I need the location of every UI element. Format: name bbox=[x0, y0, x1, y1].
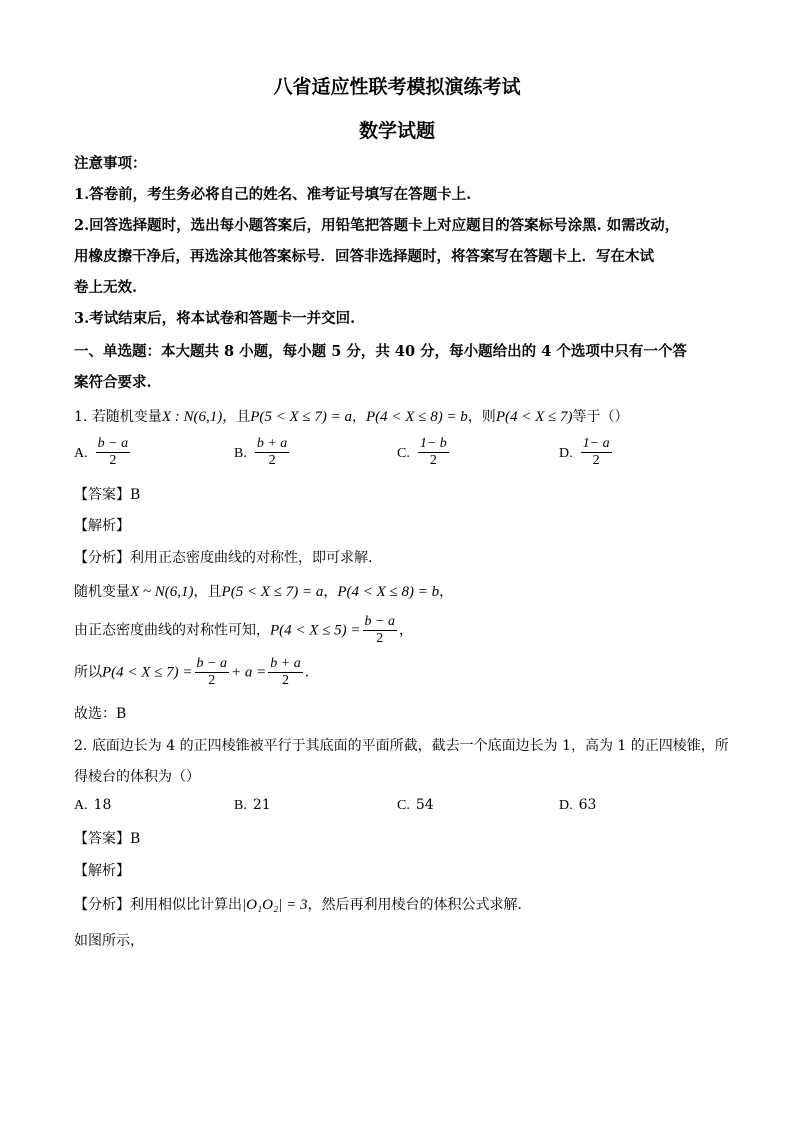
question-1-option-a: A. $\frac{b - a}{2}$ bbox=[74, 436, 129, 468]
document-title: 八省适应性联考模拟演练考试 bbox=[273, 76, 521, 98]
notes-heading: 注意事项： bbox=[74, 155, 147, 172]
question-2-figure-intro: 如图所示， bbox=[74, 933, 144, 949]
question-1-solution-step-2: 由正态密度曲线的对称性可知，P(4 < X ≤ 5) = $\frac{b - a}{2}$ ， bbox=[74, 614, 413, 646]
note-3: 3.考试结束后，将本试卷和答题卡一并交回. bbox=[74, 310, 356, 327]
question-2-option-d: D. 63 bbox=[559, 797, 597, 813]
question-2-option-c: C. 54 bbox=[397, 797, 434, 813]
note-2-line-3: 卷上无效. bbox=[74, 279, 138, 296]
question-1-stem: 1. 若随机变量X : N(6,1)，且P(5 < X ≤ 7) = a，P(4 < X ≤ 8) = b，则P(4 < X ≤ 7)等于（） bbox=[74, 409, 629, 425]
question-2-stem-line-2: 得棱台的体积为（） bbox=[74, 769, 200, 785]
question-1-option-d: D. $\frac{1- a}{2}$ bbox=[559, 436, 610, 468]
question-1-solution-step-1: 随机变量X ~ N(6,1)，且P(5 < X ≤ 7) = a，P(4 < X ≤ 8) = b， bbox=[74, 584, 454, 600]
note-1: 1.答卷前，考生务必将自己的姓名、准考证号填写在答题卡上. bbox=[74, 186, 472, 203]
question-2-answer: 【答案】B bbox=[74, 831, 141, 847]
question-2-option-a: A. 18 bbox=[74, 797, 112, 813]
document-subtitle: 数学试题 bbox=[358, 120, 435, 142]
question-1-option-c: C. $\frac{1- b}{2}$ bbox=[397, 436, 447, 468]
note-2: 2.回答选择题时，选出每小题答案后，用铅笔把答题卡上对应题目的答案标号涂黑. 如需改动， bbox=[74, 217, 680, 234]
question-1-analysis: 【分析】利用正态密度曲线的对称性，即可求解. bbox=[74, 550, 373, 566]
note-2-line-2: 用橡皮擦干净后，再选涂其他答案标号．回答非选择题时，将答案写在答题卡上．写在木试 bbox=[74, 248, 654, 265]
question-1-answer: 【答案】B bbox=[74, 487, 141, 503]
question-2-analysis: 【分析】利用相似比计算出|O₁O₂| = 3，然后再利用棱台的体积公式求解． bbox=[74, 897, 532, 913]
question-2-analysis-heading: 【解析】 bbox=[74, 863, 130, 879]
question-2-option-b: B. 21 bbox=[234, 797, 271, 813]
question-1-option-b: B. $\frac{b + a}{2}$ bbox=[234, 436, 288, 468]
question-1-choice: 故选：B bbox=[74, 706, 127, 722]
question-2-stem: 2. 底面边长为 4 的正四棱锥被平行于其底面的平面所截，截去一个底面边长为 1，高为 1 的正四棱锥，所 bbox=[74, 738, 729, 754]
question-1-solution-step-3: 所以P(4 < X ≤ 7) = $\frac{b - a}{2}$ + a = $\frac{b + a}{2}$ . bbox=[74, 656, 310, 688]
question-1-analysis-heading: 【解析】 bbox=[74, 518, 130, 534]
section-heading: 一、单选题：本大题共 8 小题，每小题 5 分，共 40 分，每小题给出的 4 个选项中只有一个答 bbox=[74, 343, 687, 360]
section-heading-line-2: 案符合要求. bbox=[74, 374, 152, 391]
